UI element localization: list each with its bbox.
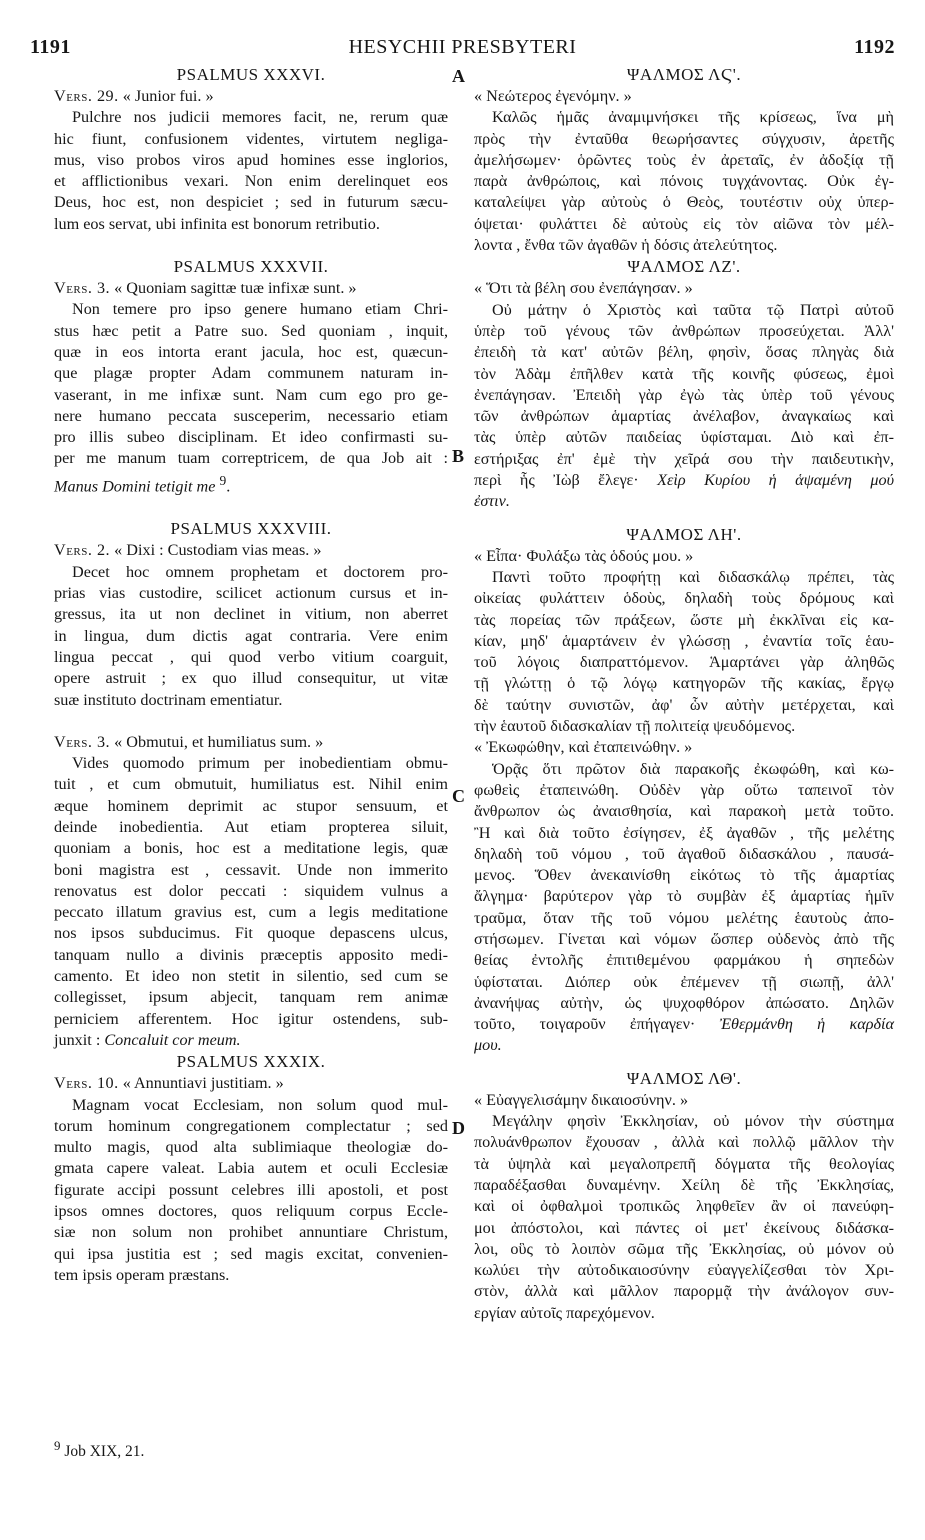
text-line: ἀνανήψας αὐτὴν, ὡς ψυχοφθόρον ἀπώσατο. Δηλῶν xyxy=(474,993,894,1012)
commentary-paragraph xyxy=(474,567,894,737)
commentary-paragraph xyxy=(474,107,894,256)
text-line: camento. Et ideo non stetit in silentio, sed cum se xyxy=(54,967,448,986)
verse-label: Vers. 2. xyxy=(54,541,111,560)
spacer xyxy=(54,235,448,256)
text-line: καταλείψει γὰρ αὐτοὺς ὁ Θεὸς, τουτέστιν οὐχ ὑπερ- xyxy=(474,193,894,212)
commentary-paragraph xyxy=(474,759,894,1057)
scripture-quote: ἐστιν. xyxy=(474,492,510,511)
text-line: et afflictionibus vexari. Non enim derelinquet eos xyxy=(54,172,448,191)
text-line: Vides quomodo primum per inobedientiam obmu- xyxy=(72,754,448,773)
text-line: τὴν ἑαυτοῦ διδασκαλίαν τῇ πολιτείᾳ ψευδόμενος. xyxy=(474,717,796,736)
page-number-right: 1192 xyxy=(854,36,895,58)
text-line: prias vias custodire, scilicet actionum cursus et in- xyxy=(54,584,448,603)
psalm-title: PSALMUS XXXIX. xyxy=(176,1052,326,1072)
psalm-title: PSALMUS XXXVI. xyxy=(176,65,326,84)
text-line: δὲ ταύτην συνιστῶν, ἀφ' ὧν αὐτὴν μετέρχεται, καὶ xyxy=(474,695,894,714)
footnote xyxy=(54,1438,144,1461)
text-lead: περὶ ἧς Ἰὼβ ἔλεγε· xyxy=(474,471,639,490)
text-line: τῶν ἀνθρώπων ἁμαρτίας ἀνέλαβον, ἀναγκαίως καὶ xyxy=(474,407,894,426)
commentary-paragraph xyxy=(54,1095,448,1287)
text-line: τῇ γλώττῃ ὁ τῷ λόγῳ κατηγορῶν τῆς κακίας, ἔργῳ xyxy=(474,674,894,693)
text-line: ἄνθρωπον ὡς ἀναισθησία, καὶ παρακοὴ μετὰ τοῦτο. xyxy=(474,802,894,821)
text-line: mus, viso probos viros apud homines esse inglorios, xyxy=(54,150,448,169)
verse-text: « Quoniam sagittæ tuæ infixæ sunt. » xyxy=(114,279,357,298)
psalm-title: ΨΑΛΜΟΣ ΛΖ'. xyxy=(627,257,741,277)
text-line: οἰκείας φυλάττειν ὁδοὺς, δηλαδὴ τοὺς δρόμους καὶ xyxy=(474,589,894,608)
text-line: Non temere pro ipso genere humano etiam Chri- xyxy=(72,300,448,319)
text-line: μοι ἀπόστολοι, καὶ πάντες οἱ μετ' ἐκείνους διδάσκα- xyxy=(474,1218,894,1237)
text-line: collegisset, ipsum abjecit, tanquam rem animæ xyxy=(54,988,448,1007)
verse-heading: « Εὐαγγελισάμην δικαιοσύνην. » xyxy=(474,1090,689,1109)
text-line: figurate accipi possunt celebres illi apostoli, et post xyxy=(54,1180,448,1199)
psalm-title: PSALMUS XXXVII. xyxy=(173,257,329,277)
text-line: Pulchre nos judicii memores facit, ne, rerum quæ xyxy=(72,108,448,127)
text-line: μενος. Ὅθεν ἀνεκαινίσθη εἰκότως τὸ τῆς ἁμαρτίας xyxy=(474,866,894,885)
latin-column xyxy=(54,64,448,1286)
page-number-left: 1191 xyxy=(30,36,71,58)
text-line: peccato illatum gravius est, cum a legis meditatione xyxy=(54,903,448,922)
text-lead: τοῦτο, τοιγαροῦν ἐπήγαγεν· xyxy=(474,1015,696,1034)
text-line: lingua peccat , qui quod verbo vitium coarguit, xyxy=(54,647,448,666)
text-line: κωλύει τὴν αὐτοδικαιοσύνην εὐαγγελίζεσθαι τὸν Χρι- xyxy=(474,1261,894,1280)
text-line: πρὸς τὴν ἐνταῦθα θεωρήσαντες σύγχυσιν, ἀρετῆς xyxy=(474,129,894,148)
verse-label: Vers. 3. xyxy=(54,732,111,751)
text-line: Ἢ καὶ διὰ τοῦτο ἐσίγησεν, ἐξ ἀγαθῶν , τῆς μελέτης xyxy=(474,823,894,842)
psalm-title: ΨΑΛΜΟΣ ΛΗ'. xyxy=(626,524,742,544)
text-line: boni magistra est , cessavit. Unde non immerito xyxy=(54,860,448,879)
text-line: gmata capere valeat. Labia autem et oculi Ecclesiæ xyxy=(54,1159,448,1178)
text-line: κίαν, μηδ' ἁμαρτάνειν ἐν γλώσσῃ , ἐναντία τοῖς ἑαυ- xyxy=(474,631,894,650)
text-line: gressus, ita ut non declinet in vitium, non aberret xyxy=(54,605,448,624)
text-line: nere humano peccata susceperim, necessario etiam xyxy=(54,406,448,425)
text-line: per me manum tuam correptricem, de qua Job ait : xyxy=(54,449,448,468)
text-lead: junxit : xyxy=(54,1030,101,1049)
running-head xyxy=(30,36,895,64)
psalm-title: ΨΑΛΜΟΣ ΛϚ'. xyxy=(626,65,742,84)
text-line: θείας ἐντολῆς ἐπιτιθεμένου φαρμάκου ἡ σηπεδὼν xyxy=(474,951,894,970)
text-line: τὰς ὑπὲρ αὐτῶν παιδείας ὑφίσταμαι. Διὸ καὶ ἐπ- xyxy=(474,428,894,447)
text-line: λοντα , ἔνθα τῶν ἀγαθῶν ἡ δόσις ἀτελεύτητος. xyxy=(474,236,778,255)
scripture-quote: Concaluit cor meum. xyxy=(104,1030,241,1049)
verse-heading: « Ἐκωφώθην, καὶ ἐταπεινώθην. » xyxy=(474,738,693,757)
margin-marker-c: C xyxy=(452,786,465,806)
verse-heading xyxy=(54,732,448,753)
running-title: HESYCHII PRESBYTERI xyxy=(348,36,577,58)
text-line: φωθεὶς ἐταπεινώθη. Οὐδὲν γὰρ οὕτω ταπεινοῖ τὸν xyxy=(474,780,894,799)
text-line: Ὁρᾷς ὅτι πρῶτον διὰ παρακοῆς ἐκωφώθη, καὶ κω- xyxy=(492,759,894,778)
verse-text: « Dixi : Custodiam vias meas. » xyxy=(114,541,322,560)
text-line: παρὰ ἀνθρώποις, καὶ πόνοις τυγχάνοντας. Οὐκ ἐγ- xyxy=(474,172,894,191)
text-line: tem ipsis operam præstans. xyxy=(54,1265,230,1284)
text-line: ἄλγημα· βαρύτερον γὰρ τὸ συμβὰν ἐξ ἁμαρτίας ἡμῖν xyxy=(474,887,894,906)
text-line: hic fiunt, confusionem videntes, virtutem negliga- xyxy=(54,129,448,148)
verse-heading xyxy=(54,540,448,561)
text-line: τραῦμα, ὅταν τῆς τοῦ νόμου μελέτης ἑαυτοὺς ἀπο- xyxy=(474,908,894,927)
text-line: in lingua, dum dictis agat contraria. Vere enim xyxy=(54,626,448,645)
footnote-ref: 9 xyxy=(219,472,227,488)
text-line: Παντὶ τοῦτο προφήτῃ καὶ διδασκάλῳ πρέπει, τὰς xyxy=(492,567,894,586)
text-line: δηλαδὴ τοῦ νόμου , τοῦ ἀγαθοῦ διδασκάλου , παυσά- xyxy=(474,844,894,863)
verse-heading xyxy=(54,1073,448,1094)
text-line: Οὐ μάτην ὁ Χριστὸς καὶ ταῦτα τῷ Πατρὶ αὐτοῦ xyxy=(492,300,894,319)
text-line: quoniam a bonis, hoc est a meditatione legis, quæ xyxy=(54,839,448,858)
spacer xyxy=(474,1057,894,1068)
scripture-quote: μου. xyxy=(474,1036,502,1055)
verse-heading: « Ὅτι τὰ βέλη σου ἐνεπάγησαν. » xyxy=(474,279,693,298)
spacer xyxy=(54,711,448,732)
text-line: siæ non solum non prohibet annuntiare Christum, xyxy=(54,1223,448,1242)
text-line: εργίαν αὐτοῖς παρεχόμενον. xyxy=(474,1303,655,1322)
text-line: τὸν Ἀδὰμ ἐπῆλθεν κατὰ τῆς κοινῆς φύσεως, ἐμοὶ xyxy=(474,364,894,383)
text-line xyxy=(474,1014,894,1035)
psalm-title: ΨΑΛΜΟΣ ΛΘ'. xyxy=(626,1068,742,1088)
text-line: τοῦ λόγοις διαπραττόμενον. Ἁμαρτάνει γὰρ ἀληθῶς xyxy=(474,653,894,672)
verse-heading xyxy=(54,86,448,107)
text-line: εστήριξας ἐπ' ἐμὲ τὴν χεῖρά σου τὴν παιδευτικὴν, xyxy=(474,449,894,468)
scripture-quote: Manus Domini tetigit me xyxy=(54,477,216,496)
verse-label: Vers. 10. xyxy=(54,1074,119,1093)
text-line: que plagæ propter Adam communem naturam in- xyxy=(54,364,448,383)
spacer xyxy=(474,513,894,524)
footnote-number: 9 xyxy=(54,1438,61,1453)
margin-marker-d: D xyxy=(452,1118,465,1138)
text-line xyxy=(54,470,448,498)
text-line: πολυάνθρωπον ἔχουσαν , ἀλλὰ καὶ πολλῷ μᾶλλον τὴν xyxy=(474,1133,894,1152)
text-line: tuit , et cum obmutuit, humiliatus est. Nihil enim xyxy=(54,775,448,794)
text-line: ἀμελήσωμεν· ὁρῶντες τοὺς ἐν ἀρεταῖς, ἐν ἀδοξίᾳ τῇ xyxy=(474,150,894,169)
text-line: στήσωμεν. Γίνεται καὶ νόμων ὥσπερ οὐδενὸς ἀπὸ τῆς xyxy=(474,929,894,948)
text-line: tanquam nullo a divinis præceptis apposito medi- xyxy=(54,945,448,964)
text-line: ἐνεπάγησαν. Ἐπειδὴ γὰρ ἐγὼ τὰς ὑπὲρ τοῦ γένους xyxy=(474,385,894,404)
text-line: ἐπειδὴ τὰ κατ' αὐτῶν βέλη, φησὶν, ὅσας πληγὰς διὰ xyxy=(474,343,894,362)
verse-heading: « Νεώτερος ἐγενόμην. » xyxy=(474,87,632,105)
text-line: lum eos servat, ubi infinita est bonorum retributio. xyxy=(54,214,380,233)
footnote-text: Job XIX, 21. xyxy=(64,1443,145,1461)
punctuation: . xyxy=(226,477,231,496)
margin-marker-a: A xyxy=(452,66,465,86)
text-line: nos ipsos subducimus. Fit quoque depascens ulcus, xyxy=(54,924,448,943)
greek-column xyxy=(474,64,894,1324)
text-line: λοι, οὓς τὸ λοιπὸν σῶμα τῆς Ἐκκλησίας, οὐ μόνον οὐ xyxy=(474,1239,894,1258)
text-line: suæ instituto doctrinam ementiatur. xyxy=(54,690,283,709)
text-line: στὸν, ἀλλὰ καὶ μᾶλλον παρορμᾷ τὴν ἀνάλογον συν- xyxy=(474,1282,894,1301)
text-line: perniciem afferentem. Hoc igitur ostendens, sub- xyxy=(54,1009,448,1028)
text-line: όψεται· φυλάττει δὲ αὐτοὺς εἰς τὸν αἰῶνα τὸν μέλ- xyxy=(474,214,894,233)
scripture-quote: Ἐθερμάνθη ἡ καρδία xyxy=(719,1015,894,1034)
text-line: multo magis, quod alta sublimiaque theologiæ do- xyxy=(54,1138,448,1157)
text-line: Deus, hoc est, non despiciet ; sed in futurum sæcu- xyxy=(54,193,448,212)
commentary-paragraph xyxy=(54,299,448,497)
text-line: opere astruit ; ex quo illud consequitur, ut vitæ xyxy=(54,669,448,688)
text-line: Καλῶς ἡμᾶς ἀναμιμνήσκει τῆς κρίσεως, ἵνα μὴ xyxy=(492,108,894,127)
text-line: deinde inobedientia. Aut etiam propterea siluit, xyxy=(54,818,448,836)
text-line: stus hæc petit a Patre suo. Sed quoniam , inquit, xyxy=(54,321,448,340)
commentary-paragraph xyxy=(54,562,448,711)
text-line xyxy=(474,470,894,491)
text-line: Decet hoc omnem prophetam et doctorem pro- xyxy=(72,562,448,581)
psalm-title: PSALMUS XXXVIII. xyxy=(170,519,332,539)
verse-label: Vers. 29. xyxy=(54,87,119,105)
text-line: Magnam vocat Ecclesiam, non solum quod mul- xyxy=(72,1095,448,1114)
text-line: pro illis subeo disciplinam. Et ideo confirmasti su- xyxy=(54,428,448,447)
text-line: Μεγάλην φησὶν Ἐκκλησίαν, οὐ μόνον τὴν σύστημα xyxy=(492,1112,894,1131)
verse-label: Vers. 3. xyxy=(54,279,111,298)
verse-heading xyxy=(54,278,448,299)
text-line xyxy=(54,1030,448,1051)
text-line: torum hominum congregationem complectatur ; sed xyxy=(54,1116,448,1135)
text-line: καὶ οἱ ὀφθαλμοὶ τροπικῶς ληφθεῖεν ἂν οἱ πανεύφη- xyxy=(474,1197,894,1216)
verse-heading: « Εἶπα· Φυλάξω τὰς ὁδούς μου. » xyxy=(474,546,694,565)
commentary-paragraph xyxy=(54,753,448,1051)
text-line: æque hominem deprimit ac stupor sensuum, et xyxy=(54,796,448,815)
text-line: qui ipsa justitia est ; sed magis excitat, convenien- xyxy=(54,1244,448,1263)
commentary-paragraph xyxy=(54,107,448,235)
text-line: quæ in eos intorta erant jacula, hoc est, quæcun- xyxy=(54,342,448,361)
margin-marker-b: B xyxy=(452,446,465,466)
verse-text: « Junior fui. » xyxy=(122,87,214,105)
verse-text: « Obmutui, et humiliatus sum. » xyxy=(114,732,324,751)
text-line: vaserant, in me infixæ sunt. Nam cum ego pro ge- xyxy=(54,385,448,404)
commentary-paragraph xyxy=(474,300,894,513)
text-line: τὰ ὑψηλὰ καὶ μεγαλοπρεπῆ δόγματα τῆς θεολογίας xyxy=(474,1154,894,1173)
text-line: ὑπὲρ τοῦ γένους τῶν ἀνθρώπων προσεύχεται. Ἀλλ' xyxy=(474,321,894,340)
spacer xyxy=(54,497,448,518)
scripture-quote: Χεὶρ Κυρίου ἡ ἁψαμένη μού xyxy=(657,471,895,490)
text-line: ὑφίσταται. Διόπερ οὐκ ἐπέμενεν τῇ σιωπῇ, ἀλλ' xyxy=(474,972,894,991)
text-line: ipsos omnes doctores, quos reliquum corpus Eccle- xyxy=(54,1202,448,1221)
text-line: παραδέξασθαι δυναμένην. Χείλη δὲ τῆς Ἐκκλησίας, xyxy=(474,1175,894,1194)
verse-text: « Annuntiavi justitiam. » xyxy=(122,1074,284,1093)
text-line: τὰς πορείας τῶν πράξεων, ὥστε μὴ ἐκκλῖναι εἰς κα- xyxy=(474,610,894,629)
text-line: renovatus est dolor peccati : siquidem vulnus a xyxy=(54,881,448,900)
commentary-paragraph xyxy=(474,1111,894,1324)
